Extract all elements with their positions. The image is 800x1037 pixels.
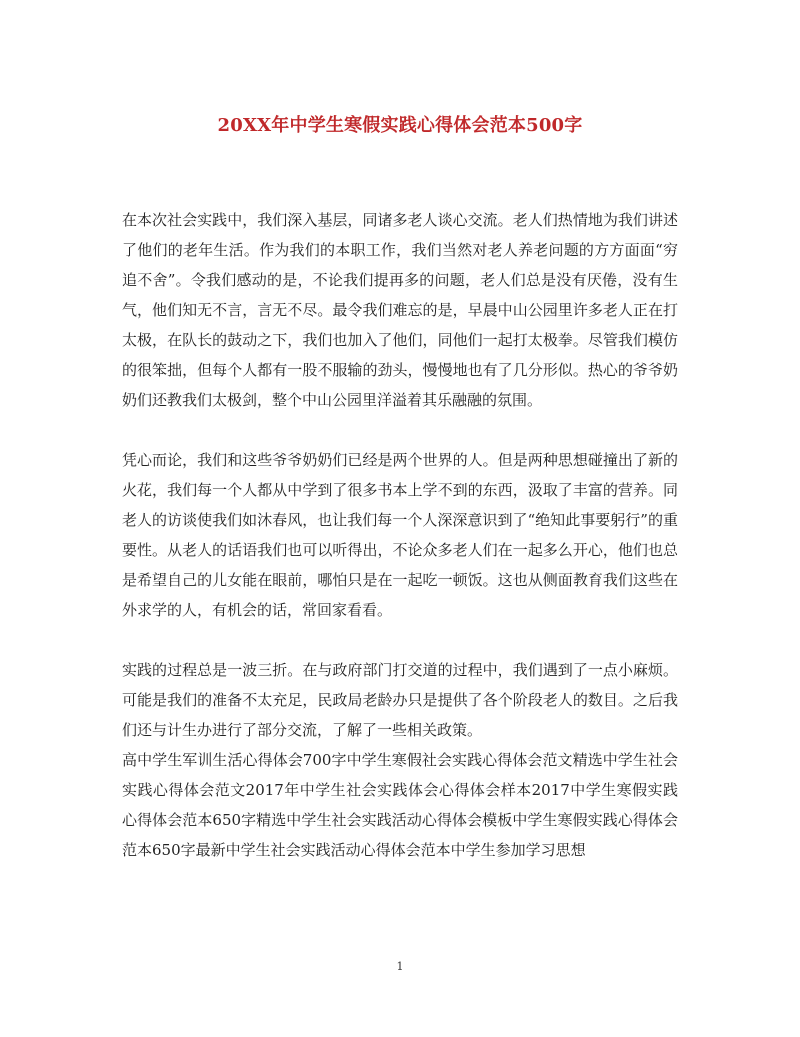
document-body — [122, 205, 678, 865]
paragraph-2: 凭心而论，我们和这些爷爷奶奶们已经是两个世界的人。但是两种思想碰撞出了新的火花，我们每一个人都从中学到了很多书本上学不到的东西，汲取了丰富的营养。同老人的访谈使我们如沐春风，也让我们每一个人深深意识到了“绝知此事要躬行”的重要性。从老人的话语我们也可以听得出，不论众多老人们在一起多么开心，他们也总是希望自己的儿女能在眼前，哪怕只是在一起吃一顿饭。这也从侧面教育我们这些在外求学的人，有机会的话，常回家看看。 — [122, 451, 678, 619]
paragraph-1: 在本次社会实践中，我们深入基层，同诸多老人谈心交流。老人们热情地为我们讲述了他们的老年生活。作为我们的本职工作，我们当然对老人养老问题的方方面面“穷追不舍”。令我们感动的是，不论我们提再多的问题，老人们总是没有厌倦，没有生气，他们知无不言，言无不尽。最令我们难忘的是，早晨中山公园里许多老人正在打太极，在队长的鼓动之下，我们也加入了他们，同他们一起打太极拳。尽管我们模仿的很笨拙，但每个人都有一股不服输的劲头，慢慢地也有了几分形似。热心的爷爷奶奶们还教我们太极剑，整个中山公园里洋溢着其乐融融的氛围。 — [122, 211, 678, 409]
page-number: 1 — [396, 960, 404, 973]
paragraph-3: 实践的过程总是一波三折。在与政府部门打交道的过程中，我们遇到了一点小麻烦。可能是我们的准备不太充足，民政局老龄办只是提供了各个阶段老人的数目。之后我们还与计生办进行了部分交流，了解了一些相关政策。 — [122, 661, 678, 739]
paragraph-related-links: 高中学生军训生活心得体会700字中学生寒假社会实践心得体会范文精选中学生社会实践心得体会范文2017年中学生社会实践体会心得体会样本2017中学生寒假实践心得体会范本650字精选中学生社会实践活动心得体会模板中学生寒假实践心得体会范本650字最新中学生社会实践活动心得体会范本中学生参加学习思想 — [122, 751, 678, 859]
document-title: 20XX年中学生寒假实践心得体会范本500字 — [217, 115, 583, 136]
